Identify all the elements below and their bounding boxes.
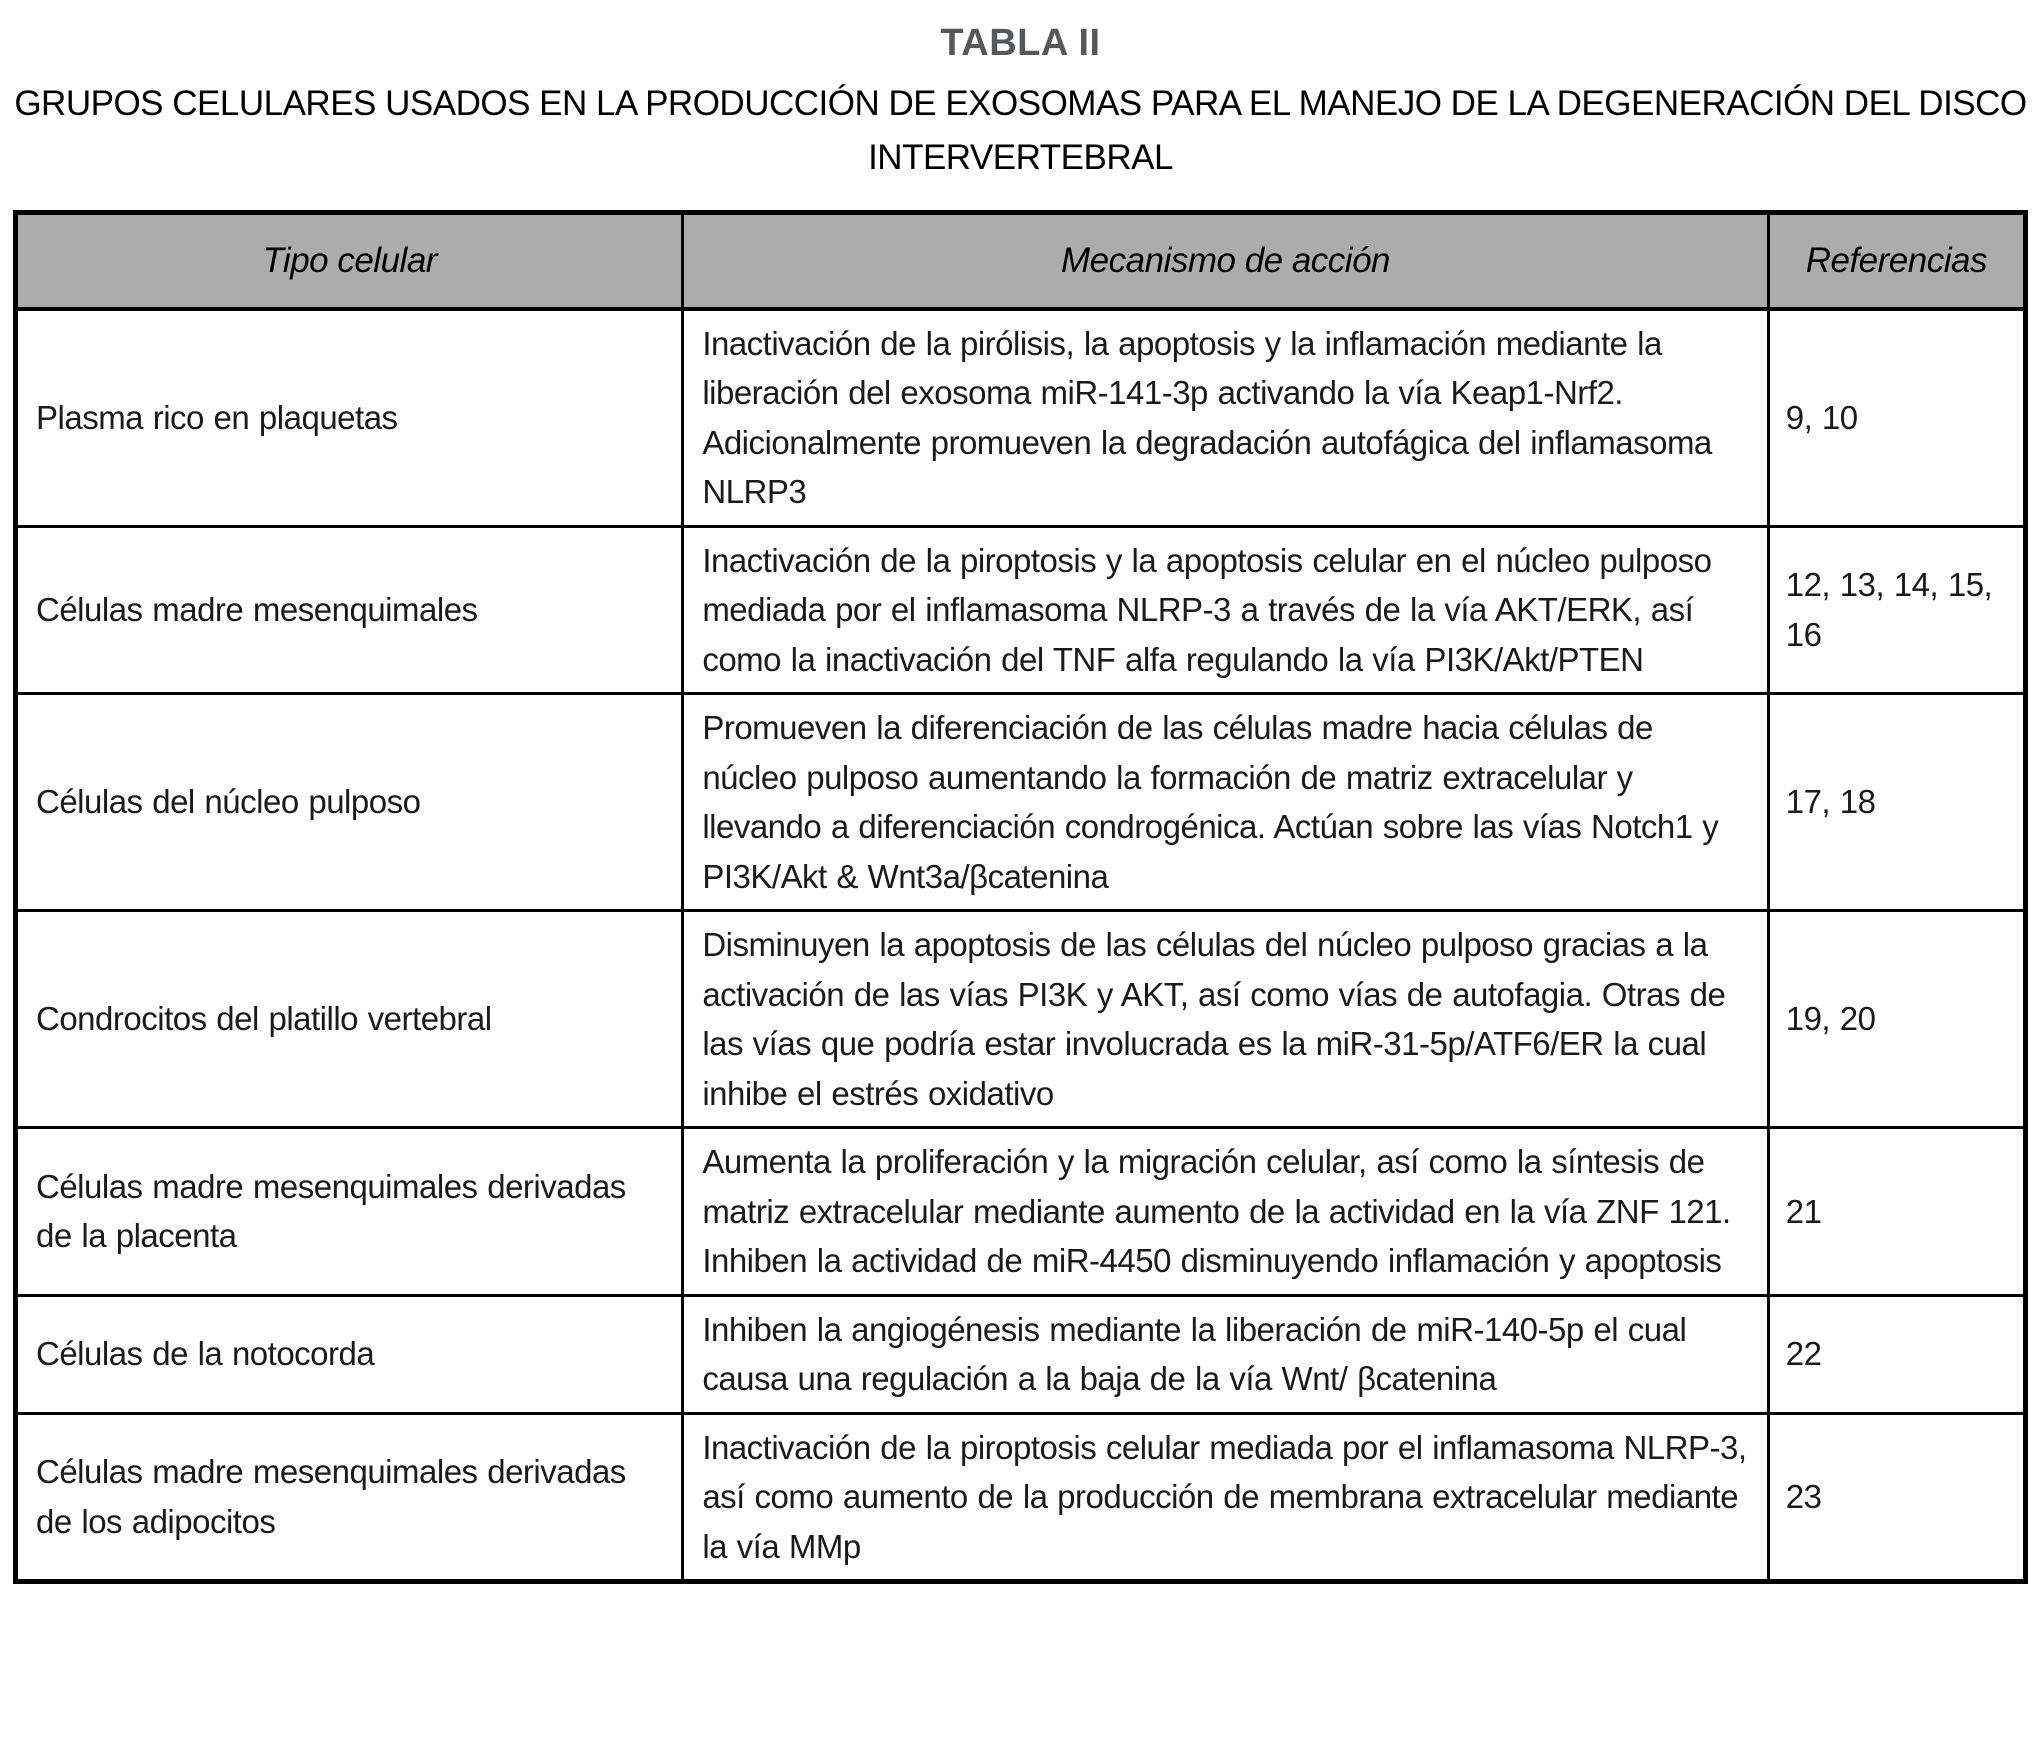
table-row [16,526,2026,694]
header-row [16,212,2026,309]
table-row [16,309,2026,527]
cell-tipo-celular: Células madre mesenquimales derivadas de los adipocitos [16,1413,683,1582]
cell-referencias: 19, 20 [1768,911,2025,1128]
cell-groups-table [13,210,2028,1585]
page-title: TABLA II [940,22,1101,64]
cell-mecanismo: Inactivación de la pirólisis, la apoptosis y la inflamación mediante la liberación del exosoma miR-141-3p activando la vía Keap1-Nrf2. Adicionalmente promueven la degradación autofágica del inflamasoma NLRP3 [683,309,1768,527]
cell-referencias: 21 [1768,1128,2025,1296]
table-row [16,1128,2026,1296]
table-row [16,694,2026,911]
cell-referencias: 17, 18 [1768,694,2025,911]
table-row [16,1413,2026,1582]
page-subtitle: GRUPOS CELULARES USADOS EN LA PRODUCCIÓN DE EXOSOMAS PARA EL MANEJO DE LA DEGENERACIÓN DEL DISCO INTERVERTEBRAL [14,84,2027,178]
table-body [16,309,2026,1582]
table-row [16,1295,2026,1413]
column-header-mecanismo-de-accion: Mecanismo de acción [683,212,1768,309]
cell-tipo-celular: Células madre mesenquimales [16,526,683,694]
cell-referencias: 23 [1768,1413,2025,1582]
cell-mecanismo: Inhiben la angiogénesis mediante la liberación de miR-140-5p el cual causa una regulación a la baja de la vía Wnt/ βcatenina [683,1295,1768,1413]
column-header-referencias: Referencias [1768,212,2025,309]
cell-mecanismo: Promueven la diferenciación de las células madre hacia células de núcleo pulposo aumentando la formación de matriz extracelular y llevando a diferenciación condrogénica. Actúan sobre las vías Notch1 y PI3K/Akt & Wnt3a/βcatenina [683,694,1768,911]
cell-tipo-celular: Células de la notocorda [16,1295,683,1413]
cell-tipo-celular: Células del núcleo pulposo [16,694,683,911]
cell-tipo-celular: Células madre mesenquimales derivadas de la placenta [16,1128,683,1296]
cell-mecanismo: Aumenta la proliferación y la migración celular, así como la síntesis de matriz extracelular mediante aumento de la actividad en la vía ZNF 121. Inhiben la actividad de miR-4450 disminuyendo inflamación y apoptosis [683,1128,1768,1296]
cell-mecanismo: Inactivación de la piroptosis y la apoptosis celular en el núcleo pulposo mediada por el inflamasoma NLRP-3 a través de la vía AKT/ERK, así como la inactivación del TNF alfa regulando la vía PI3K/Akt/PTEN [683,526,1768,694]
cell-mecanismo: Disminuyen la apoptosis de las células del núcleo pulposo gracias a la activación de las vías PI3K y AKT, así como vías de autofagia. Otras de las vías que podría estar involucrada es la miR-31-5p/ATF6/ER la cual inhibe el estrés oxidativo [683,911,1768,1128]
cell-tipo-celular: Plasma rico en plaquetas [16,309,683,527]
cell-referencias: 22 [1768,1295,2025,1413]
cell-referencias: 9, 10 [1768,309,2025,527]
cell-tipo-celular: Condrocitos del platillo vertebral [16,911,683,1128]
column-header-tipo-celular: Tipo celular [16,212,683,309]
cell-referencias: 12, 13, 14, 15, 16 [1768,526,2025,694]
table-row [16,911,2026,1128]
cell-mecanismo: Inactivación de la piroptosis celular mediada por el inflamasoma NLRP-3, así como aumento de la producción de membrana extracelular mediante la vía MMp [683,1413,1768,1582]
